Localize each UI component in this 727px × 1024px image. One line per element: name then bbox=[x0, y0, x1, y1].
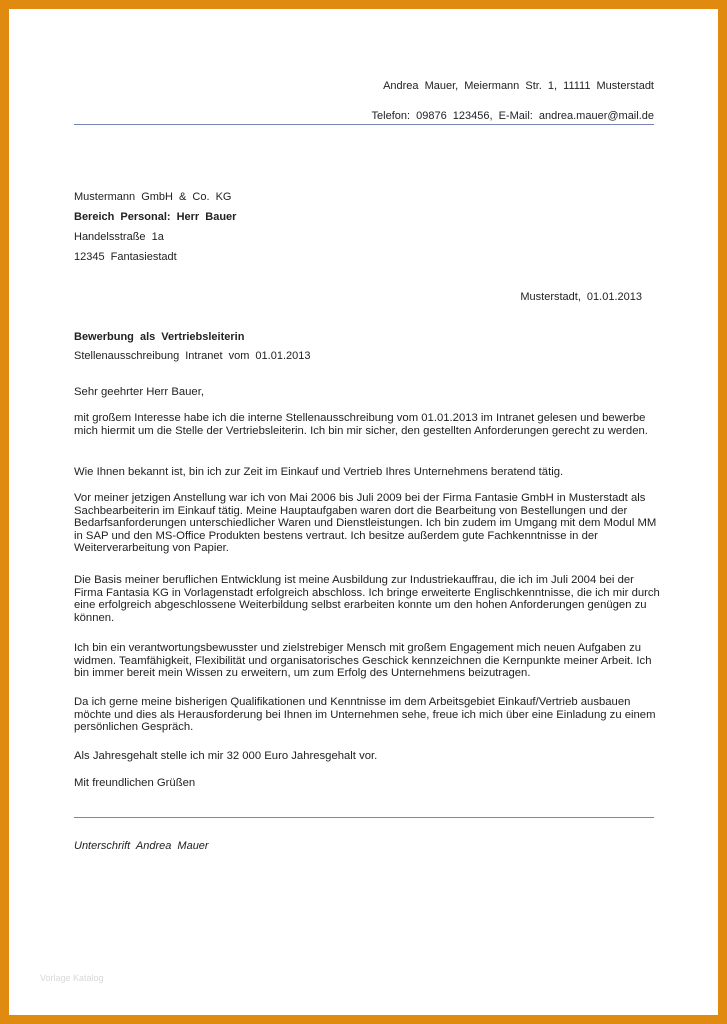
watermark: Vorlage Katalog bbox=[40, 973, 104, 983]
body-paragraph-1: mit großem Interesse habe ich die interne Stellenausschreibung vom 01.01.2013 im Intranet gelesen und bewerbe mich hiermit um die Stelle der Vertriebsleiterin. Ich bin mir sicher, den gestellten Anforderungen gerecht zu werden. bbox=[74, 412, 648, 437]
signature: Unterschrift Andrea Mauer bbox=[74, 840, 209, 852]
salutation: Sehr geehrter Herr Bauer, bbox=[74, 386, 204, 398]
closing: Mit freundlichen Grüßen bbox=[74, 777, 196, 789]
header-divider bbox=[74, 124, 654, 125]
body-paragraph-6: Da ich gerne meine bisherigen Qualifikationen und Kenntnisse im dem Arbeitsgebiet Einkauf/Vertrieb ausbauen möchte und dies als Herausforderung bei Ihnen im Unternehmen sehe, freue ich mich über eine Einladung zu einem persönlichen Gespräch. bbox=[74, 696, 656, 734]
recipient-city: 12345 Fantasiestadt bbox=[74, 251, 177, 263]
body-paragraph-4: Die Basis meiner beruflichen Entwicklung ist meine Ausbildung zur Industriekauffrau, die ich im Juli 2004 bei der Firma Fantasia KG in Vorlagenstadt erfolgreich abschloss. Ich bringe erweiterte Englischkenntnisse, die ich mir durch eine erfolgreich abgeschlossene Weiterbildung selbst erarbeiten konnte um den hohen Anforderungen genügen zu können. bbox=[74, 574, 660, 624]
body-paragraph-5: Ich bin ein verantwortungsbewusster und zielstrebiger Mensch mit großem Engagement mich neuen Aufgaben zu widmen. Teamfähigkeit, Flexibilität und organisatorisches Geschick kennzeichnen die Kernpunkte meiner Arbeit. Ich bin immer bereit mein Wissen zu erweitern, um zum Erfolg des Unternehmens beizutragen. bbox=[74, 642, 652, 680]
recipient-street: Handelsstraße 1a bbox=[74, 231, 164, 243]
body-paragraph-3: Vor meiner jetzigen Anstellung war ich von Mai 2006 bis Juli 2009 bei der Firma Fantasie GmbH in Musterstadt als Sachbearbeiterin im Einkauf tätig. Meine Hauptaufgaben waren dort die Bearbeitung von Bestellungen und der Bedarfsanforderungen unterschiedlicher Waren und Dienstleistungen. Ich bin zudem im Umgang mit dem Modul MM in SAP und den MS-Office Produkten bestens vertraut. Ich besitze außerdem gute Fachkenntnisse in der Weiterverarbeitung von Papier. bbox=[74, 492, 657, 555]
subject-reference: Stellenausschreibung Intranet vom 01.01.2013 bbox=[74, 350, 311, 362]
subject-title: Bewerbung als Vertriebsleiterin bbox=[74, 331, 245, 343]
sender-contact: Telefon: 09876 123456, E-Mail: andrea.mauer@mail.de bbox=[371, 110, 654, 122]
date-line: Musterstadt, 01.01.2013 bbox=[520, 291, 642, 303]
recipient-department: Bereich Personal: Herr Bauer bbox=[74, 211, 237, 223]
recipient-company: Mustermann GmbH & Co. KG bbox=[74, 191, 232, 203]
body-paragraph-2: Wie Ihnen bekannt ist, bin ich zur Zeit im Einkauf und Vertrieb Ihres Unternehmens beratend tätig. bbox=[74, 466, 564, 478]
signature-divider bbox=[74, 817, 654, 818]
body-paragraph-7: Als Jahresgehalt stelle ich mir 32 000 Euro Jahresgehalt vor. bbox=[74, 750, 378, 762]
sender-address: Andrea Mauer, Meiermann Str. 1, 11111 Musterstadt bbox=[383, 80, 654, 92]
